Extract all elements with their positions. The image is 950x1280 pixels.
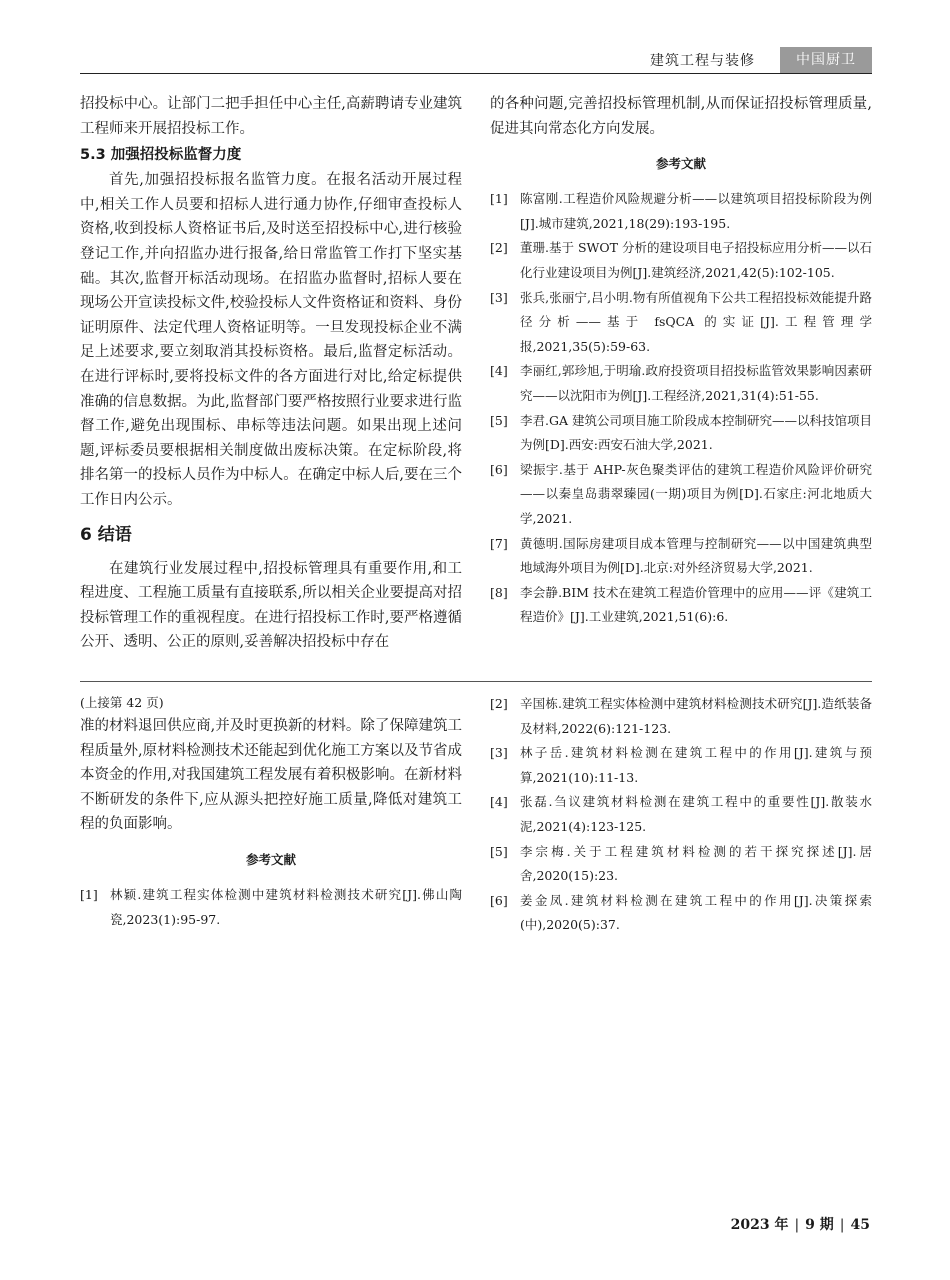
reference-number: [1] bbox=[80, 886, 98, 902]
reference-item bbox=[490, 409, 872, 458]
reference-text: 陈富刚.工程造价风险规避分析——以建筑项目招投标阶段为例[J].城市建筑,2021,18(29):193-195. bbox=[520, 191, 872, 231]
reference-list bbox=[490, 187, 872, 630]
reference-text: 林子岳.建筑材料检测在建筑工程中的作用[J].建筑与预算,2021(10):11-13. bbox=[520, 745, 872, 785]
reference-item bbox=[490, 692, 872, 741]
reference-number: [5] bbox=[490, 843, 508, 859]
reference-text: 姜金凤.建筑材料检测在建筑工程中的作用[J].决策探索(中),2020(5):37. bbox=[520, 892, 872, 933]
reference-text: 李君.GA 建筑公司项目施工阶段成本控制研究——以科技馆项目为例[D].西安:西安石油大学,2021. bbox=[520, 412, 872, 453]
reference-item bbox=[490, 236, 872, 285]
reference-text: 李宗梅.关于工程建筑材料检测的若干探究探述[J].居舍,2020(15):23. bbox=[520, 843, 872, 884]
reference-item bbox=[490, 889, 872, 938]
reference-number: [8] bbox=[490, 584, 508, 600]
reference-text: 张磊.刍议建筑材料检测在建筑工程中的重要性[J].散装水泥,2021(4):123-125. bbox=[520, 794, 872, 834]
reference-number: [4] bbox=[490, 363, 508, 379]
reference-number: [7] bbox=[490, 535, 508, 551]
reference-number: [2] bbox=[490, 696, 508, 711]
header-rule bbox=[80, 73, 872, 74]
bottom-left-reference-list bbox=[80, 883, 462, 932]
journal-tab: 中国厨卫 bbox=[780, 47, 872, 73]
reference-number: [6] bbox=[490, 461, 508, 477]
reference-number: [5] bbox=[490, 412, 508, 428]
reference-number: [2] bbox=[490, 240, 508, 256]
reference-number: [4] bbox=[490, 794, 508, 810]
intro-paragraph: 招投标中心。让部门二把手担任中心主任,高薪聘请专业建筑工程师来开展招投标工作。 bbox=[80, 96, 462, 137]
section-5-3-body: 首先,加强招投标报名监管力度。在报名活动开展过程中,相关工作人员要和招标人进行通力协作,仔细审查投标人资格,收到投标人资格证书后,及时送至招投标中心,进行核验登记工作,并向招监办进行报备,给日常监管工作打下坚实基础。其次,监督开标活动现场。在招监办监督时,招标人要在现场公开宣读投标文件,校验投标人文件资格证和资料、身份证明原件、法定代理人资格证明等。一旦发现投标企业不满足上述要求,要立刻取消其投标资格。最后,监督定标活动。在进行评标时,要将投标文件的各方面进行对比,给定标提供准确的信息数据。为此,监督部门要严格按照行业要求进行监督工作,避免出现围标、串标等违法问题。如果出现上述问题,评标委员要根据相关制度做出废标决策。在定标阶段,将排名第一的投标人员作为中标人。在确定中标人后,要在三个工作日内公示。 bbox=[80, 172, 462, 508]
reference-text: 梁振宇.基于 AHP-灰色聚类评估的建筑工程造价风险评价研究——以秦皇岛翡翠臻园(一期)项目为例[D].石家庄:河北地质大学,2021. bbox=[520, 461, 872, 526]
reference-item bbox=[490, 790, 872, 839]
footer-year: 2023 年 bbox=[730, 1217, 789, 1233]
reference-item bbox=[490, 187, 872, 236]
continued-from-note: (上接第 42 页) bbox=[80, 695, 164, 710]
bottom-left-column bbox=[80, 692, 462, 932]
page-number: 45 bbox=[850, 1217, 870, 1233]
reference-item bbox=[490, 359, 872, 408]
bottom-right-reference-list bbox=[490, 692, 872, 938]
reference-text: 林颖.建筑工程实体检测中建筑材料检测技术研究[J].佛山陶瓷,2023(1):95-97. bbox=[110, 886, 462, 927]
reference-text: 黄德明.国际房建项目成本管理与控制研究——以中国建筑典型地域海外项目为例[D].北京:对外经济贸易大学,2021. bbox=[520, 535, 872, 576]
reference-text: 辛国栋.建筑工程实体检测中建筑材料检测技术研究[J].造纸装备及材料,2022(6):121-123. bbox=[520, 696, 872, 736]
reference-item bbox=[490, 581, 872, 630]
reference-text: 李会静.BIM 技术在建筑工程造价管理中的应用——评《建筑工程造价》[J].工业建筑,2021,51(6):6. bbox=[520, 584, 872, 625]
reference-item bbox=[490, 741, 872, 790]
journal-title: 建筑工程与装修 bbox=[650, 53, 755, 69]
reference-item bbox=[80, 883, 462, 932]
reference-number: [3] bbox=[490, 289, 508, 305]
section-6-heading: 6 结语 bbox=[80, 524, 132, 545]
reference-item bbox=[490, 458, 872, 532]
reference-item bbox=[490, 840, 872, 889]
conclusion-continuation: 的各种问题,完善招投标管理机制,从而保证招投标管理质量,促进其向常态化方向发展。 bbox=[490, 96, 872, 137]
reference-text: 董珊.基于 SWOT 分析的建设项目电子招投标应用分析——以石化行业建设项目为例[J].建筑经济,2021,42(5):102-105. bbox=[520, 240, 872, 280]
bottom-right-column bbox=[490, 692, 872, 938]
bottom-references-heading: 参考文献 bbox=[245, 851, 296, 867]
reference-item bbox=[490, 532, 872, 581]
reference-number: [6] bbox=[490, 892, 508, 908]
section-5-3-heading: 5.3 加强招投标监督力度 bbox=[80, 147, 242, 164]
top-left-column bbox=[80, 92, 462, 655]
reference-item bbox=[490, 286, 872, 360]
section-6-body: 在建筑行业发展过程中,招投标管理具有重要作用,和工程进度、工程施工质量有直接联系,所以相关企业要提高对招投标管理工作的重视程度。在进行招投标工作时,要严格遵循公开、透明、公正的原则,妥善解决招投标中存在 bbox=[80, 560, 462, 651]
references-heading: 参考文献 bbox=[655, 156, 706, 172]
reference-number: [3] bbox=[490, 745, 508, 761]
continued-body: 准的材料退回供应商,并及时更换新的材料。除了保障建筑工程质量外,原材料检测技术还能起到优化施工方案以及节省成本资金的作用,对我国建筑工程发展有着积极影响。在新材料不断研发的条件下,应从源头把控好施工质量,降低对建筑工程的负面影响。 bbox=[80, 718, 462, 833]
section-divider bbox=[80, 681, 872, 682]
reference-text: 李丽红,郭珍旭,于明瑜.政府投资项目招投标监管效果影响因素研究——以沈阳市为例[J].工程经济,2021,31(4):51-55. bbox=[520, 363, 872, 403]
top-right-column bbox=[490, 92, 872, 630]
reference-text: 张兵,张丽宁,吕小明.物有所值视角下公共工程招投标效能提升路径分析——基于 fsQCA 的实证[J].工程管理学报,2021,35(5):59-63. bbox=[520, 289, 872, 354]
reference-number: [1] bbox=[490, 191, 508, 207]
footer-issue: 9 期 bbox=[805, 1217, 834, 1233]
page-footer: 2023 年 | 9 期 | 45 bbox=[730, 1217, 870, 1233]
